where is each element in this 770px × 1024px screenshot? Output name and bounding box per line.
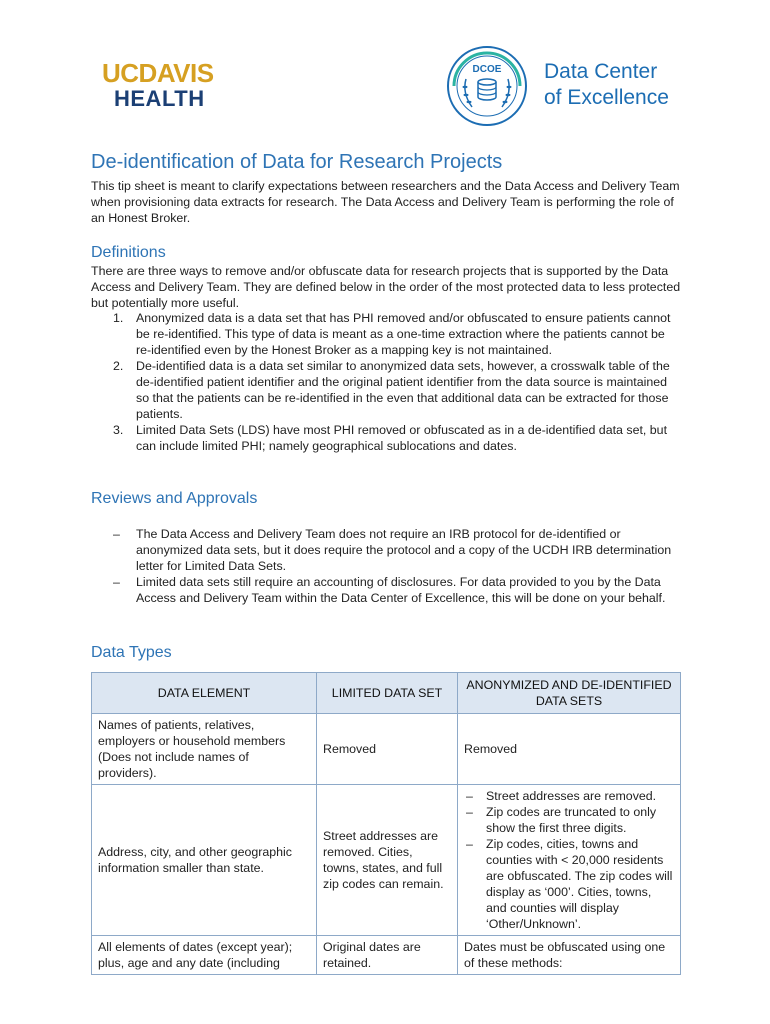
table-cell: All elements of dates (except year); plus, age and any date (including — [92, 936, 317, 975]
list-item-text: Zip codes are truncated to only show the first three digits. — [486, 805, 657, 835]
reviews-heading: Reviews and Approvals — [91, 490, 258, 507]
dcoe-emblem-icon — [446, 45, 528, 127]
dcoe-badge-text: DCOE — [472, 64, 502, 75]
list-item-text: Limited Data Sets (LDS) have most PHI removed or obfuscated as in a de-identified data set, but can include limited PHI; namely geographical sublocations and dates. — [136, 423, 668, 453]
list-item — [464, 836, 674, 932]
dcoe-title-line1: Data Center — [544, 60, 658, 83]
table-header-row — [92, 673, 681, 714]
table-cell: Removed — [317, 714, 458, 785]
dcoe-title — [544, 59, 669, 111]
dash-bullet: – — [466, 805, 473, 819]
list-item — [91, 358, 681, 422]
list-item-text: De-identified data is a data set similar to anonymized data sets, however, a crosswalk table of the de-identified patient identifier and the original patient identifier from the data source is maintained so that the patients can be re-identified in the even that additional data can be extracted for those patients. — [136, 359, 670, 421]
table-cell: Address, city, and other geographic information smaller than state. — [92, 785, 317, 936]
definitions-heading: Definitions — [91, 244, 166, 261]
table-cell: Names of patients, relatives, employers or household members (Does not include names of providers). — [92, 714, 317, 785]
list-item-text: Zip codes, cities, towns and counties with < 20,000 residents are obfuscated. The zip codes will display as ‘000’. Cities, towns, and counties will display ‘Other/Unknown’. — [486, 837, 673, 931]
definitions-list — [91, 310, 681, 454]
list-item-text: Anonymized data is a data set that has PHI removed and/or obfuscated to ensure patients cannot be re-identified. This type of data is meant as a one-time extraction where the patients cannot be re-identified even by the Honest Broker as a mapping key is not maintained. — [136, 311, 671, 357]
table-cell: Dates must be obfuscated using one of these methods: — [458, 936, 681, 975]
dash-bullet: – — [466, 837, 473, 851]
column-header-anonymized: ANONYMIZED AND DE-IDENTIFIED DATA SETS — [458, 673, 681, 714]
table-row — [92, 785, 681, 936]
list-item — [91, 310, 681, 358]
ucdavis-health-logo — [102, 60, 214, 110]
column-header-data-element: DATA ELEMENT — [92, 673, 317, 714]
table-row — [92, 936, 681, 975]
definitions-intro: There are three ways to remove and/or obfuscate data for research projects that is supported by the Data Access and Delivery Team. They are defined below in the order of the most protected data to less protected but potentially more useful. — [91, 264, 681, 310]
list-number: 3. — [113, 423, 124, 437]
table-cell: Removed — [458, 714, 681, 785]
list-item — [464, 804, 674, 836]
list-item — [91, 526, 681, 574]
ucd-logo-line2: HEALTH — [114, 86, 205, 111]
dcoe-title-line2: of Excellence — [544, 86, 669, 109]
list-number: 2. — [113, 359, 124, 373]
ucd-logo-line1: UCDAVIS — [102, 58, 214, 88]
data-types-heading: Data Types — [91, 644, 172, 661]
data-types-table — [91, 672, 681, 975]
dash-bullet: – — [113, 527, 120, 541]
dash-bullet: – — [113, 575, 120, 589]
list-item-text: The Data Access and Delivery Team does not require an IRB protocol for de-identified or anonymized data sets, but it does require the protocol and a copy of the UCDH IRB determination letter for Limited Data Sets. — [136, 527, 672, 573]
list-item-text: Street addresses are removed. — [486, 789, 657, 803]
dash-bullet: – — [466, 789, 473, 803]
table-row — [92, 714, 681, 785]
document-title: De-identification of Data for Research Projects — [91, 151, 503, 173]
list-item — [91, 422, 681, 454]
table-cell: Original dates are retained. — [317, 936, 458, 975]
list-item — [464, 788, 674, 804]
intro-paragraph: This tip sheet is meant to clarify expectations between researchers and the Data Access and Delivery Team when provisioning data extracts for research. The Data Access and Delivery Team is performing the role of an Honest Broker. — [91, 179, 680, 225]
column-header-limited-data-set: LIMITED DATA SET — [317, 673, 458, 714]
list-item — [91, 574, 681, 606]
reviews-list — [91, 526, 681, 606]
table-cell — [458, 785, 681, 936]
table-cell-list — [464, 788, 674, 932]
table-cell: Street addresses are removed. Cities, towns, states, and full zip codes can remain. — [317, 785, 458, 936]
list-number: 1. — [113, 311, 124, 325]
list-item-text: Limited data sets still require an accounting of disclosures. For data provided to you by the Data Access and Delivery Team within the Data Center of Excellence, this will be done on your behalf. — [136, 575, 666, 605]
